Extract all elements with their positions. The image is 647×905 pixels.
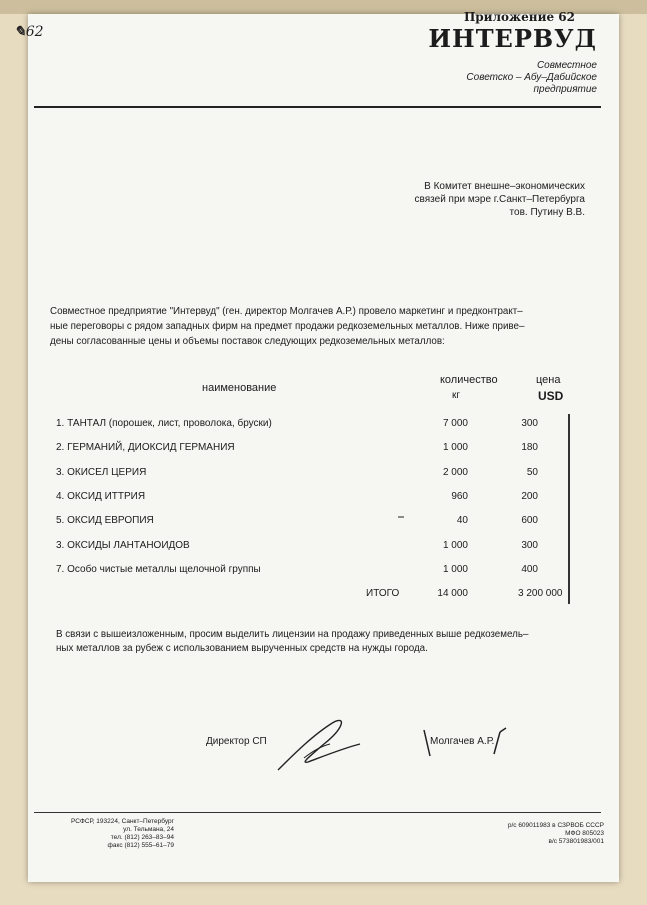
ink-speck: [398, 516, 404, 518]
recipient-line-3: тов. Путину В.В.: [509, 207, 585, 218]
row-price: 600: [521, 515, 538, 526]
table-row: [28, 540, 619, 560]
total-label: ИТОГО: [366, 588, 400, 599]
footer-bank-line-1: р/с 609011983 в СЗРВОБ СССР: [507, 822, 604, 829]
footer-bank-details: [472, 822, 604, 846]
intro-line-1: Совместное предприятие "Интервуд" (ген. директор Молгачев А.Р.) провело маркетинг и предконтракт–: [50, 306, 523, 317]
subtitle-line-3: предприятие: [533, 84, 597, 95]
row-price: 200: [521, 491, 538, 502]
corner-handwritten-mark: ✎62: [14, 24, 44, 40]
intro-line-2: ные переговоры с рядом западных фирм на предмет продажи редкоземельных металлов. Ниже приве–: [50, 321, 525, 332]
row-quantity: 1 000: [442, 442, 468, 453]
row-name: 1. ТАНТАЛ (порошек, лист, проволока, бруски): [56, 418, 272, 429]
footer-address-line-3: тел. (812) 263–83–94: [110, 834, 174, 841]
column-header-price-unit: USD: [538, 389, 564, 403]
row-price: 400: [521, 564, 538, 575]
column-header-name: наименование: [202, 382, 277, 394]
subtitle-line-1: Совместное: [536, 60, 597, 71]
recipient-line-1: В Комитет внешне–экономических: [424, 181, 585, 192]
total-quantity: 14 000: [437, 588, 468, 599]
row-name: 3. ОКИСЕЛ ЦЕРИЯ: [56, 467, 147, 478]
row-quantity: 7 000: [442, 418, 468, 429]
footer-address: [54, 818, 174, 850]
row-name: 7. Особо чистые металлы щелочной группы: [56, 564, 261, 575]
table-row: [28, 515, 619, 535]
row-quantity: 960: [451, 491, 468, 502]
column-header-quantity-unit: кг: [452, 390, 461, 401]
table-row: [28, 467, 619, 487]
table-total-row: [28, 588, 619, 608]
document-page: [14, 10, 619, 882]
column-header-price: цена: [536, 374, 561, 386]
row-quantity: 1 000: [442, 564, 468, 575]
handwritten-signature: [274, 714, 364, 776]
row-name: 4. ОКСИД ИТТРИЯ: [56, 491, 146, 502]
name-bracket-marks: [420, 726, 510, 760]
footer-address-line-2: ул. Тельмана, 24: [123, 826, 174, 833]
row-price: 300: [521, 540, 538, 551]
recipient-line-2: связей при мэре г.Санкт–Петербурга: [414, 194, 585, 205]
company-name: ИНТЕРВУД: [428, 24, 597, 53]
subtitle-line-2: Советско – Абу–Дабийское: [466, 72, 597, 83]
closing-line-1: В связи с вышеизложенным, просим выделить лицензии на продажу приведенных выше редкоземель–: [56, 629, 529, 640]
row-price: 180: [521, 442, 538, 453]
table-row: [28, 418, 619, 438]
row-price: 300: [521, 418, 538, 429]
intro-line-3: дены согласованные цены и объемы поставок следующих редкоземельных металлов:: [50, 336, 445, 347]
column-header-quantity: количество: [440, 374, 498, 386]
footer-bank-line-2: МФО 805023: [565, 830, 604, 837]
footer-address-line-1: РСФСР, 193224, Санкт–Петербург: [70, 818, 174, 825]
row-price: 50: [526, 467, 538, 478]
table-row: [28, 491, 619, 511]
signature-title: Директор СП: [206, 736, 267, 747]
table-row: [28, 564, 619, 584]
appendix-label: Приложение 62: [463, 10, 575, 24]
table-row: [28, 442, 619, 462]
footer-bank-line-3: в/с 573801983/001: [548, 838, 604, 845]
row-quantity: 40: [456, 515, 468, 526]
closing-line-2: ных металлов за рубеж с использованием вырученных средств на нужды города.: [56, 643, 428, 654]
header-divider: [34, 106, 601, 108]
recipient-block: [415, 180, 585, 219]
handwritten-margin-line: [568, 414, 570, 604]
row-quantity: 1 000: [442, 540, 468, 551]
closing-paragraph: [56, 628, 596, 656]
footer-divider: [34, 812, 601, 813]
row-name: 2. ГЕРМАНИЙ, ДИОКСИД ГЕРМАНИЯ: [56, 442, 235, 453]
row-name: 5. ОКСИД ЕВРОПИЯ: [56, 515, 154, 526]
total-price: 3 200 000: [518, 588, 563, 599]
signature-name: Молгачев А.Р.: [430, 736, 495, 747]
corner-mark-text: 62: [25, 24, 44, 40]
footer-address-line-4: факс (812) 555–61–79: [107, 842, 174, 849]
row-quantity: 2 000: [442, 467, 468, 478]
row-name: 3. ОКСИДЫ ЛАНТАНОИДОВ: [56, 540, 190, 551]
intro-paragraph: [50, 304, 590, 349]
